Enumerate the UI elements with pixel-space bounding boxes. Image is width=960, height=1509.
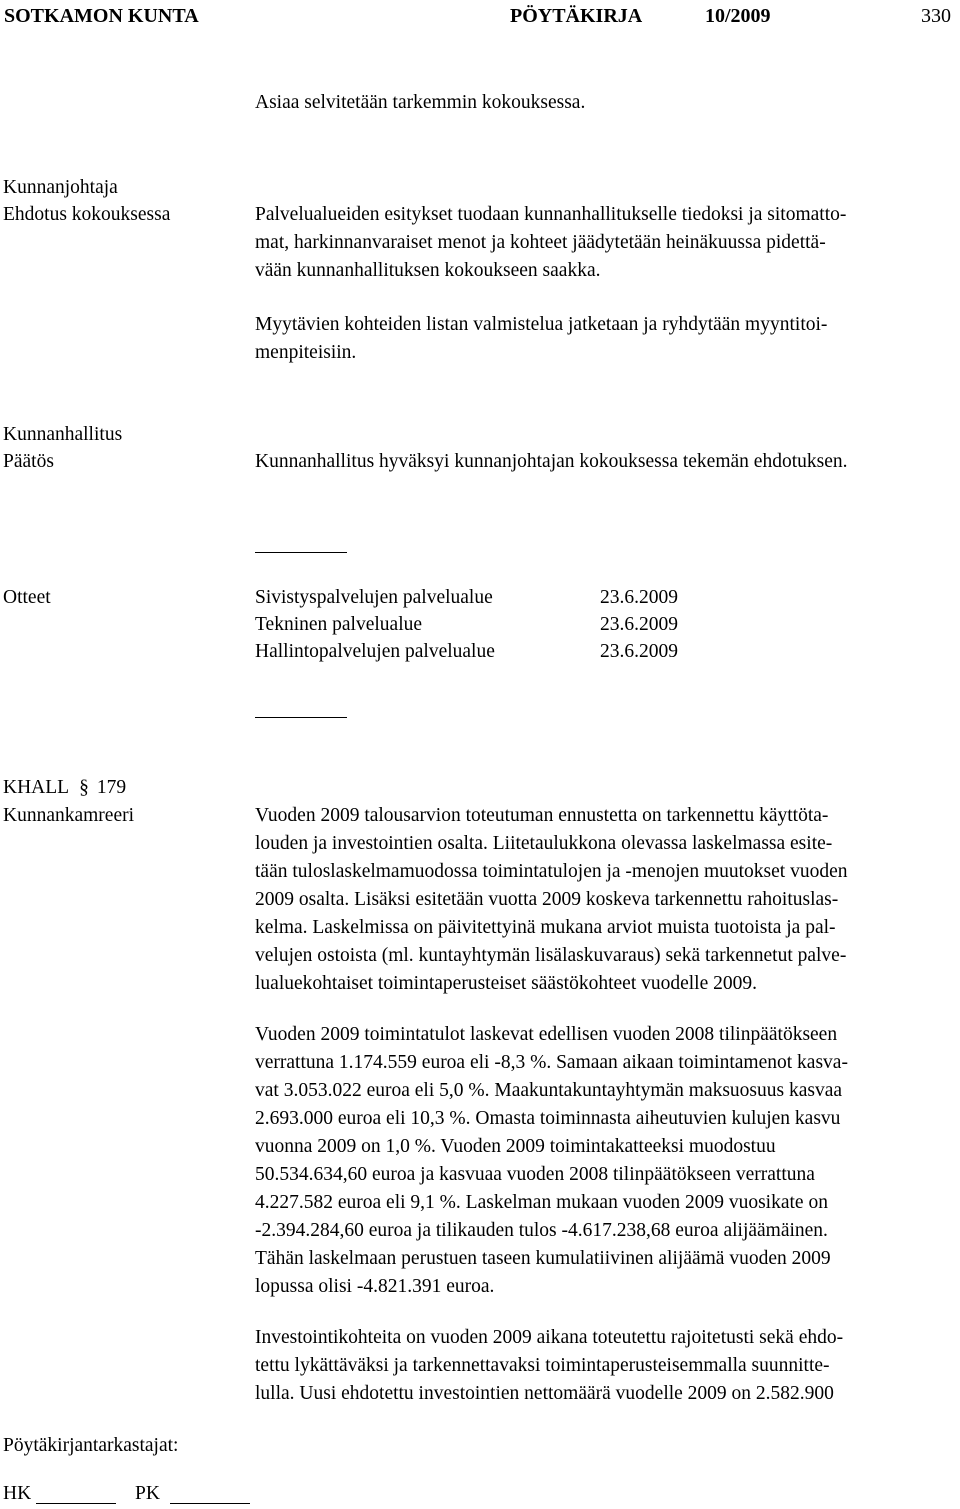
section-author-label: Kunnankamreeri: [3, 805, 135, 826]
proposal-paragraph-2: Myytävien kohteiden listan valmistelua jatketaan ja ryhdytään myyntitoi- menpiteisiin.: [255, 314, 828, 363]
proposal-label-type: Ehdotus kokouksessa: [3, 204, 171, 225]
page-number: 330: [921, 5, 951, 27]
decision-label-type: Päätös: [3, 451, 54, 472]
extract-row: Hallintopalvelujen palvelualue 23.6.2009: [255, 641, 678, 662]
proposal-label-role: Kunnanjohtaja: [3, 177, 118, 198]
issue-number: 10/2009: [705, 5, 771, 27]
extract-row: Tekninen palvelualue 23.6.2009: [255, 614, 678, 635]
reviewers-label: Pöytäkirjantarkastajat:: [3, 1435, 179, 1456]
signature-line: [36, 1503, 116, 1504]
section-sign: §: [79, 777, 89, 798]
document-type: PÖYTÄKIRJA: [510, 5, 643, 27]
decision-text: Kunnanhallitus hyväksyi kunnanjohtajan kokouksessa tekemän ehdotuksen.: [255, 451, 848, 472]
municipality-name: SOTKAMON KUNTA: [4, 5, 199, 27]
section-paragraph-2: Vuoden 2009 toimintatulot laskevat edellisen vuoden 2008 tilinpäätökseen verrattuna 1.174.559 euroa eli -8,3 %. Samaan aikaan toimintamenot kasva- vat 3.053.022 euroa eli 5,0 %. Maakuntakuntayhtymän maksuosuus kasvaa 2.693.000 euroa eli 10,3 %. Omasta toiminnasta aiheutuvien kulujen kasvu vuonna 2009 on 1,0 %. Vuoden 2009 toimintakatteeksi muodostuu 50.534.634,60 euroa ja kasvuaa vuoden 2008 tilinpäätökseen verrattuna 4.227.582 euroa eli 9,1 %. Laskelman mukaan vuoden 2009 vuosikate on -2.394.284,60 euroa ja tilikauden tulos -4.617.238,68 euroa alijäämäinen. Tähän laskelmaan perustuen taseen kumulatiivinen alijäämä vuoden 2009 lopussa olisi -4.821.391 euroa.: [255, 1024, 848, 1297]
extracts-label: Otteet: [3, 587, 51, 608]
decision-label-body: Kunnanhallitus: [3, 424, 123, 445]
section-paragraph-1: Vuoden 2009 talousarvion toteutuman ennustetta on tarkennettu käyttöta- louden ja investointien osalta. Liitetaulukkona olevassa laskelmassa esite- tään tuloslaskelmamuodossa toimintatulojen ja -menojen muutokset vuoden 2009 osalta. Lisäksi esitetään vuotta 2009 koskeva tarkennettu rahoituslas- kelma. Laskelmissa on päivitettyinä mukana arviot muista tuotoista ja pal- velujen ostoista (ml. kuntayhtymän lisälaskuvaraus) sekä tarkennetut palve- lualuekohtaiset toimintaperusteiset säästökohteet vuodelle 2009.: [255, 805, 848, 994]
section-heading: KHALL § 179: [3, 774, 126, 802]
signature-line: [170, 1503, 250, 1504]
extract-row: Sivistyspalvelujen palvelualue 23.6.2009: [255, 587, 678, 608]
reviewer-initials-1: HK: [3, 1483, 32, 1504]
intro-text: Asiaa selvitetään tarkemmin kokouksessa.: [255, 92, 586, 113]
section-paragraph-3: Investointikohteita on vuoden 2009 aikana toteutettu rajoitetusti sekä ehdo- tettu lykättäväksi ja tarkennettavaksi toimintaperusteisemmalla suunnitte- lulla. Uusi ehdotettu investointien nettomäärä vuodelle 2009 on 2.582.900: [255, 1327, 844, 1404]
separator-rule: [255, 717, 347, 718]
reviewer-initials-2: PK: [135, 1483, 160, 1504]
separator-rule: [255, 552, 347, 553]
proposal-paragraph-1: Palvelualueiden esitykset tuodaan kunnanhallitukselle tiedoksi ja sitomatto- mat, harkinnanvaraiset menot ja kohteet jäädytetään heinäkuussa pidettä- vään kunnanhallituksen kokoukseen saakka.: [255, 204, 847, 281]
